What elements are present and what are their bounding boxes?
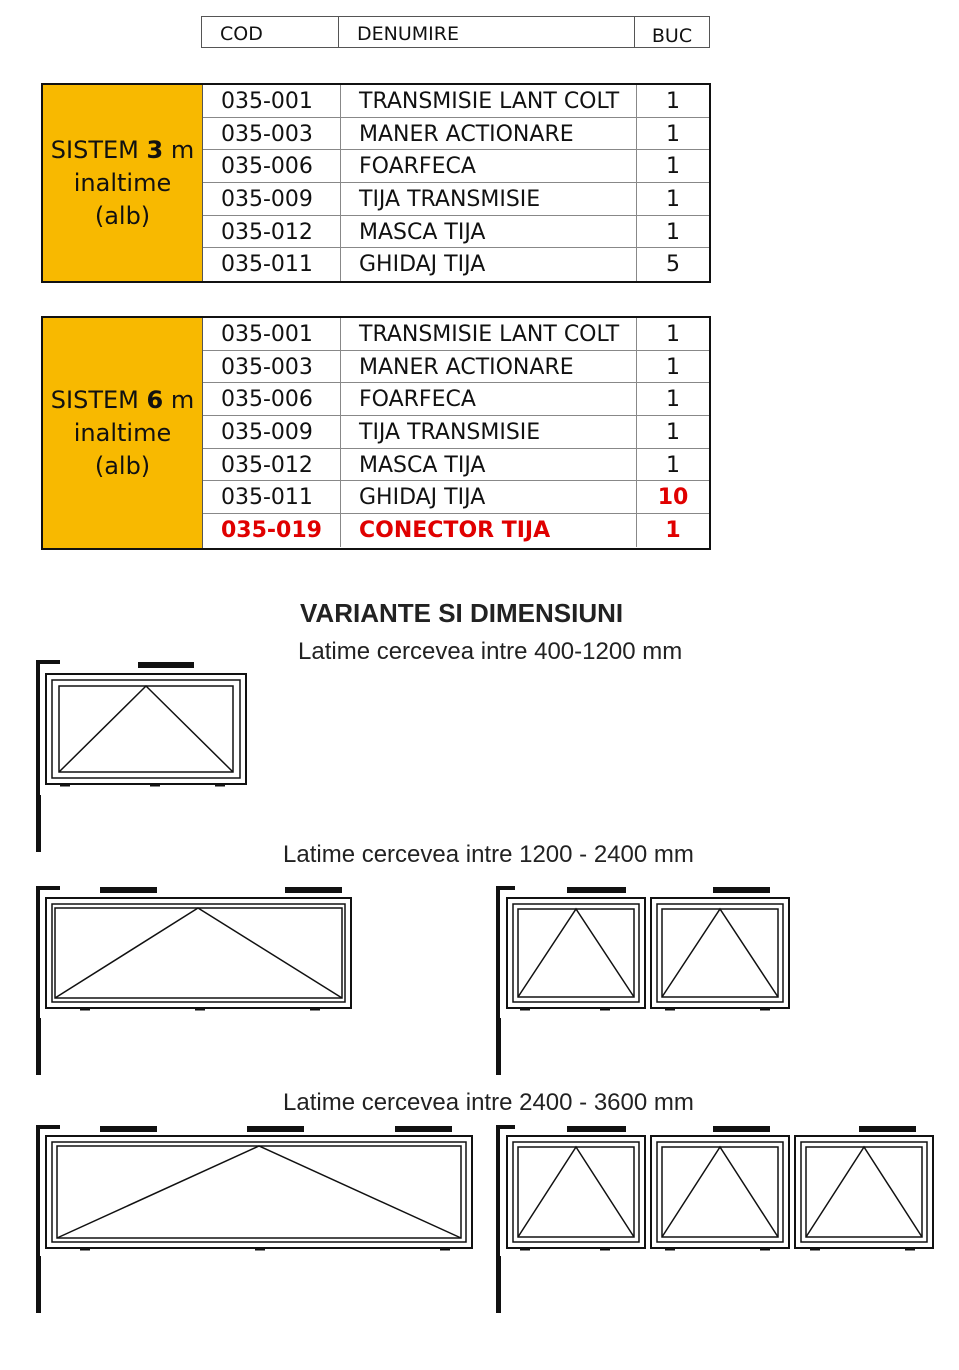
table-row: 035-003 MANER ACTIONARE 1 [203,351,709,384]
variants-title: VARIANTE SI DIMENSIUNI [300,598,624,628]
table-row: 035-012 MASCA TIJA 1 [203,449,709,482]
table-row: 035-001 TRANSMISIE LANT COLT 1 [203,85,709,118]
header-code: COD [202,17,339,47]
header-name: DENUMIRE [339,17,635,47]
table-row: 035-011 GHIDAJ TIJA 10 [203,481,709,514]
table-row: 035-009 TIJA TRANSMISIE 1 [203,416,709,449]
table-row: 035-009 TIJA TRANSMISIE 1 [203,183,709,216]
window-diagram-triple [497,1126,933,1313]
window-diagram-single-large [37,1126,472,1313]
range-2-label: Latime cercevea intre 1200 - 2400 mm [283,841,694,868]
table-row: 035-001 TRANSMISIE LANT COLT 1 [203,318,709,351]
header-qty: BUC [651,25,693,47]
window-diagram-double [497,887,789,1075]
range-3-label: Latime cercevea intre 2400 - 3600 mm [283,1089,694,1116]
system-3m-label: SISTEM 3 m inaltime (alb) [43,85,203,281]
window-diagram-single-medium [37,887,351,1075]
range-1-label: Latime cercevea intre 400-1200 mm [298,638,683,665]
table-row: 035-003 MANER ACTIONARE 1 [203,118,709,151]
table-row-highlight: 035-019 CONECTOR TIJA 1 [203,514,709,547]
table-row: 035-011 GHIDAJ TIJA 5 [203,248,709,281]
window-diagram-single-small [37,662,246,852]
system-6m-label: SISTEM 6 m inaltime (alb) [43,318,203,548]
table-row: 035-006 FOARFECA 1 [203,150,709,183]
table-row: 035-006 FOARFECA 1 [203,383,709,416]
table-row: 035-012 MASCA TIJA 1 [203,216,709,249]
